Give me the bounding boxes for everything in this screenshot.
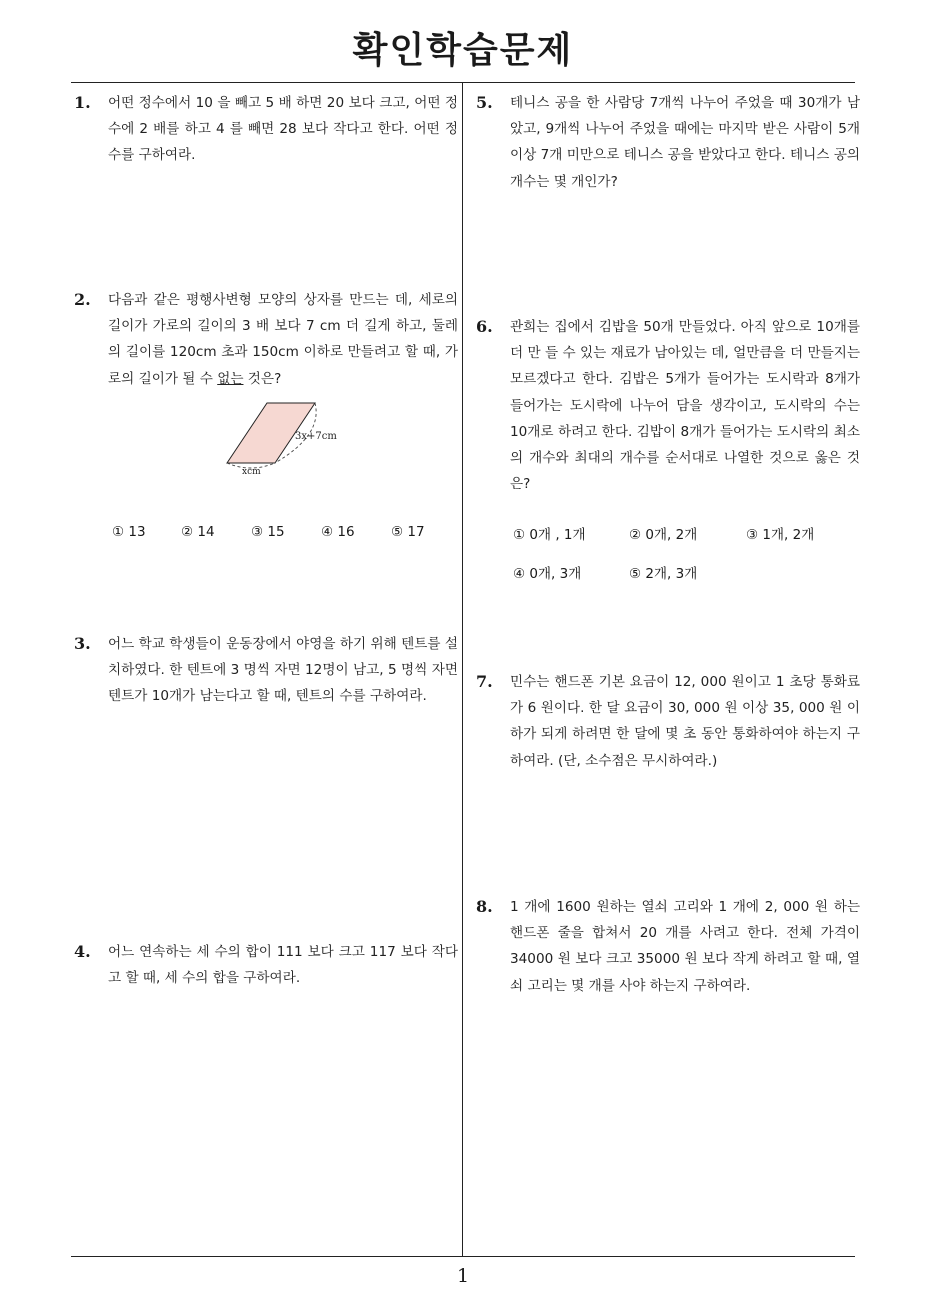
choice-2[interactable]: ② 14 — [181, 524, 215, 540]
problem-number: 7. — [476, 672, 493, 691]
problem-7 — [476, 669, 860, 774]
problem-4 — [74, 939, 458, 991]
problem-text-before: 다음과 같은 평행사변형 모양의 상자를 만드는 데, 세로의 길이가 가로의 길이의 3 배 보다 7 cm 더 길게 하고, 둘레의 길이를 120cm 초과 150cm 이하로 만들려고 할 때, 가로의 길이가 될 수 — [108, 292, 458, 387]
underlined-word: 없는 — [217, 370, 244, 387]
choice-4[interactable]: ④ 16 — [321, 524, 355, 540]
problem-6 — [476, 314, 860, 497]
problem-text: 테니스 공을 한 사람당 7개씩 나누어 주었을 때 30개가 남았고, 9개씩 나누어 주었을 때에는 마지막 받은 사람이 5개 이상 7개 미만으로 테니스 공을 받았다고 한다. 테니스 공의 개수는 몇 개인가? — [510, 95, 860, 190]
problem-5 — [476, 90, 860, 195]
problem-text: 1 개에 1600 원하는 열쇠 고리와 1 개에 2, 000 원 하는 핸드폰 줄을 합쳐서 20 개를 사려고 한다. 전체 가격이 34000 원 보다 크고 35000 원 보다 작게 하려고 할 때, 열쇠 고리는 몇 개를 사야 하는지 구하여라. — [510, 899, 860, 994]
problem-text: 어떤 정수에서 10 을 빼고 5 배 하면 20 보다 크고, 어떤 정수에 2 배를 하고 4 를 빼면 28 보다 작다고 한다. 어떤 정수를 구하여라. — [108, 95, 458, 164]
problem-number: 8. — [476, 897, 493, 916]
choice-4[interactable]: ④ 0개, 3개 — [513, 566, 582, 582]
problem-number: 2. — [74, 290, 91, 309]
bottom-rule — [71, 1256, 855, 1257]
problem-number: 1. — [74, 93, 91, 112]
problem-1 — [74, 90, 458, 169]
choice-3[interactable]: ③ 1개, 2개 — [746, 527, 815, 543]
problem-2 — [74, 287, 458, 392]
base-length-label: xcm — [242, 467, 261, 477]
column-divider — [462, 83, 463, 1256]
problem-3 — [74, 631, 458, 710]
choice-3[interactable]: ③ 15 — [251, 524, 285, 540]
problem-text — [108, 287, 458, 392]
choice-2[interactable]: ② 0개, 2개 — [629, 527, 698, 543]
problem-8 — [476, 894, 860, 999]
choice-5[interactable]: ⑤ 2개, 3개 — [629, 566, 698, 582]
problem-text: 관희는 집에서 김밥을 50개 만들었다. 아직 앞으로 10개를 더 만 들 수 있는 재료가 남아있는 데, 얼만큼을 더 만들지는 모르겠다고 한다. 김밥은 5개가 들어가는 도시락과 8개가 들어가는 도시락에 나누어 담을 생각이고, 도시락의 수는 10개로 하려고 한다. 김밥이 8개가 들어가는 도시락의 최소의 개수와 최대의 개수를 순서대로 나열한 것으로 옳은 것은? — [510, 319, 860, 493]
problem-text: 어느 연속하는 세 수의 합이 111 보다 크고 117 보다 작다고 할 때, 세 수의 합을 구하여라. — [108, 944, 458, 987]
page-title: 확인학습문제 — [352, 30, 574, 71]
choice-5[interactable]: ⑤ 17 — [391, 524, 425, 540]
problem-number: 6. — [476, 317, 493, 336]
parallelogram-figure — [215, 395, 355, 480]
problem-text-after: 것은? — [243, 370, 282, 387]
problem-number: 4. — [74, 942, 91, 961]
problem-text: 어느 학교 학생들이 운동장에서 야영을 하기 위해 텐트를 설치하였다. 한 텐트에 3 명씩 자면 12명이 남고, 5 명씩 자면 텐트가 10개가 남는다고 할 때, 텐트의 수를 구하여라. — [108, 636, 458, 705]
choice-1[interactable]: ① 13 — [112, 524, 146, 540]
problem-number: 5. — [476, 93, 493, 112]
side-length-label: 3x+7cm — [295, 431, 337, 442]
page-number: 1 — [456, 1265, 470, 1287]
top-rule — [71, 82, 855, 83]
choice-1[interactable]: ① 0개 , 1개 — [513, 527, 586, 543]
problem-number: 3. — [74, 634, 91, 653]
problem-text: 민수는 핸드폰 기본 요금이 12, 000 원이고 1 초당 통화료가 6 원이다. 한 달 요금이 30, 000 원 이상 35, 000 원 이하가 되게 하려면 한 달에 몇 초 동안 통화하여야 하는지 구하여라. (단, 소수점은 무시하여라.) — [510, 674, 860, 769]
